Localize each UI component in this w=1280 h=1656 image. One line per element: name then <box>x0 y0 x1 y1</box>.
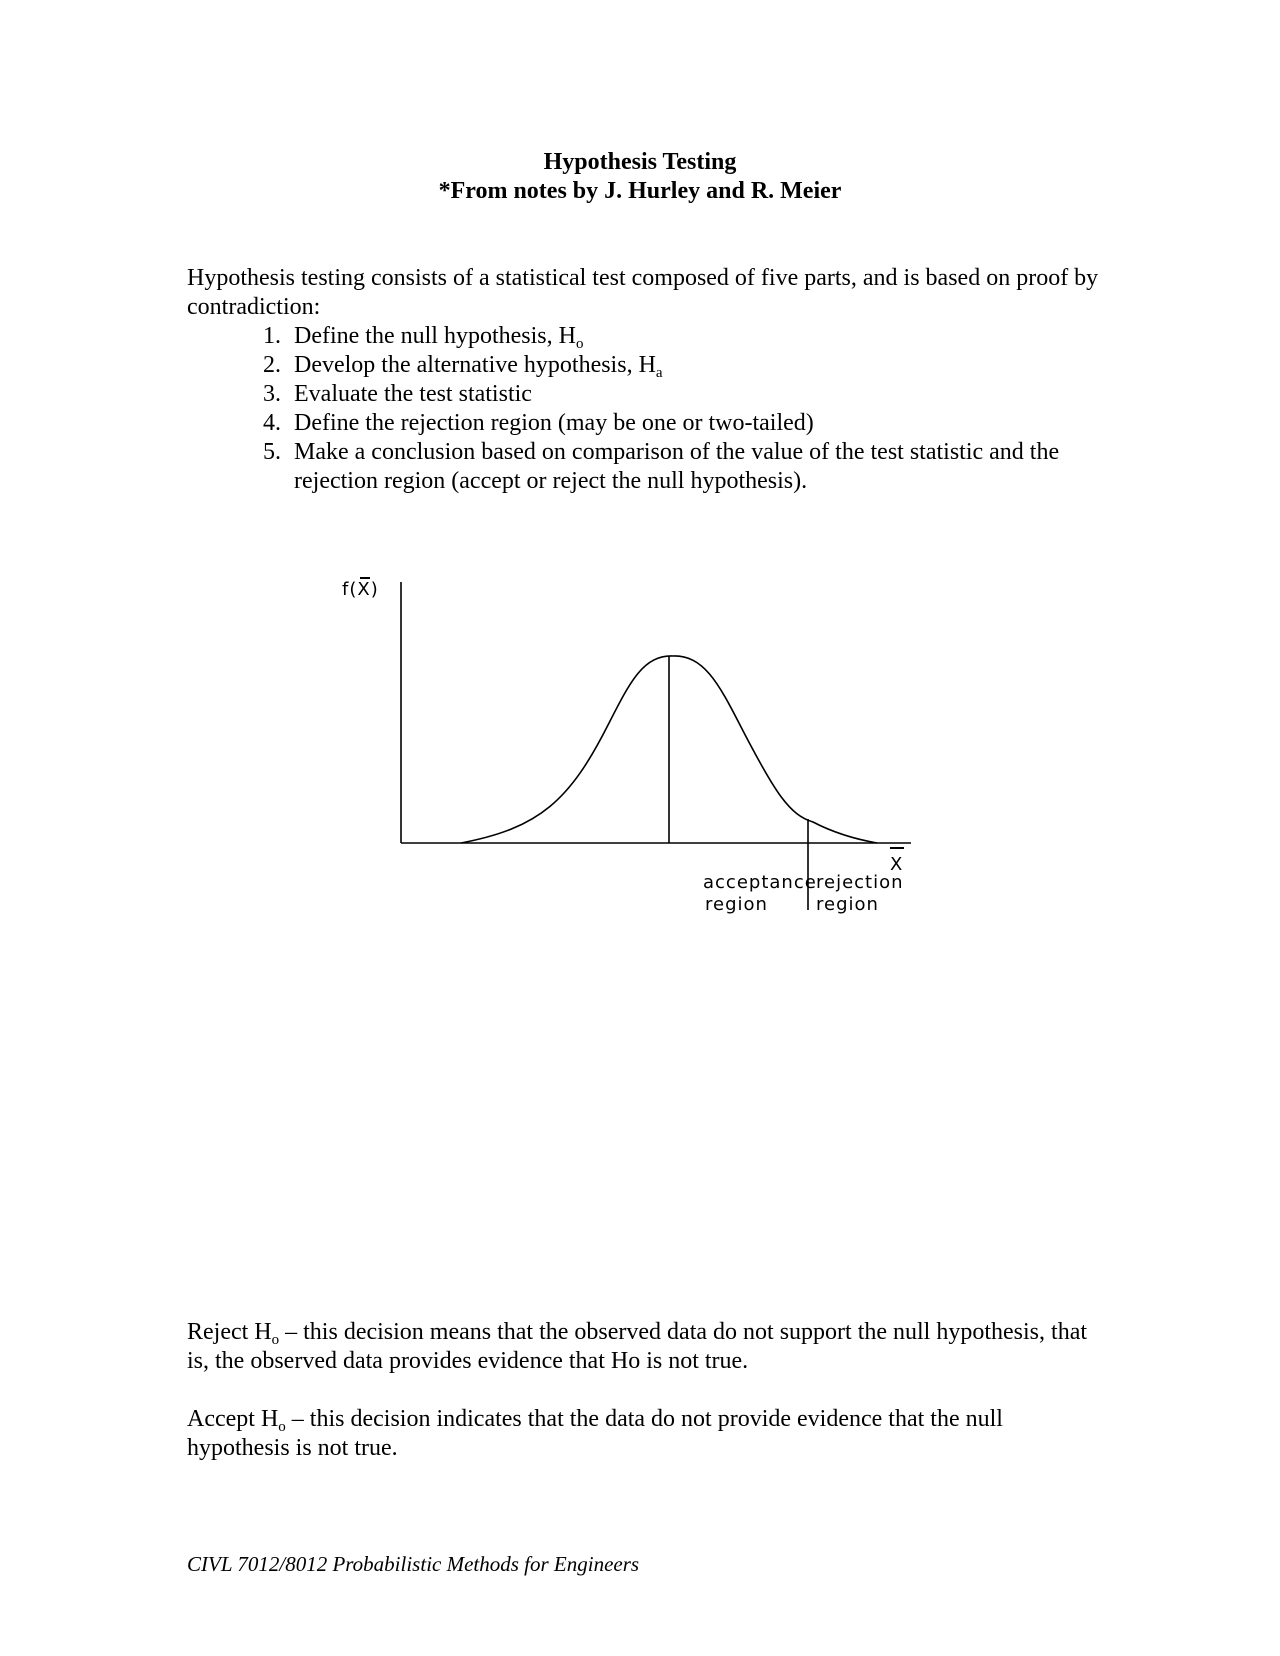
reject-paragraph <box>187 1318 1107 1376</box>
list-text: Define the null hypothesis, H <box>294 323 576 349</box>
list-item <box>255 351 1085 380</box>
acceptance-region-label: acceptance <box>703 872 817 893</box>
reject-lead: Reject H <box>187 1319 272 1345</box>
list-number: 1. <box>263 323 281 349</box>
normal-distribution-figure <box>340 579 940 930</box>
rejection-region-label-2: region <box>816 894 879 915</box>
subscript: o <box>575 336 584 352</box>
y-axis-label: f(X) <box>342 579 379 600</box>
acceptance-region-label-2: region <box>705 894 768 915</box>
subscript: a <box>655 365 663 381</box>
subscript: o <box>271 1332 280 1348</box>
page-footer: CIVL 7012/8012 Probabilistic Methods for Engineers <box>187 1552 640 1576</box>
list-text: Evaluate the test statistic <box>294 381 532 407</box>
page-title: Hypothesis Testing <box>543 149 737 175</box>
list-item <box>255 409 1085 438</box>
list-number: 2. <box>263 352 281 378</box>
list-text: Make a conclusion based on comparison of the value of the test statistic and the rejection region (accept or reject the null hypothesis). <box>294 439 1060 494</box>
reject-text: – this decision means that the observed data do not support the null hypothesis, that is, the observed data provides evidence that Ho is not true. <box>187 1319 1088 1374</box>
document-header <box>0 148 1280 206</box>
accept-text: – this decision indicates that the data do not provide evidence that the null hypothesis is not true. <box>187 1406 1003 1461</box>
accept-paragraph <box>187 1405 1107 1463</box>
list-number: 4. <box>263 410 281 436</box>
x-axis-label: X <box>890 854 904 875</box>
list-text: Develop the alternative hypothesis, H <box>294 352 656 378</box>
list-text: Define the rejection region (may be one or two-tailed) <box>294 410 814 436</box>
steps-list <box>255 322 1085 496</box>
accept-lead: Accept H <box>187 1406 279 1432</box>
list-number: 3. <box>263 381 281 407</box>
intro-paragraph: Hypothesis testing consists of a statistical test composed of five parts, and is based on proof by contradiction: <box>187 265 1099 320</box>
list-number: 5. <box>263 439 281 465</box>
list-item <box>255 380 1085 409</box>
list-item <box>255 322 1085 351</box>
rejection-region-label: rejection <box>816 872 904 893</box>
page-subtitle: *From notes by J. Hurley and R. Meier <box>438 178 842 204</box>
list-item <box>255 438 1085 496</box>
subscript: o <box>278 1419 286 1435</box>
